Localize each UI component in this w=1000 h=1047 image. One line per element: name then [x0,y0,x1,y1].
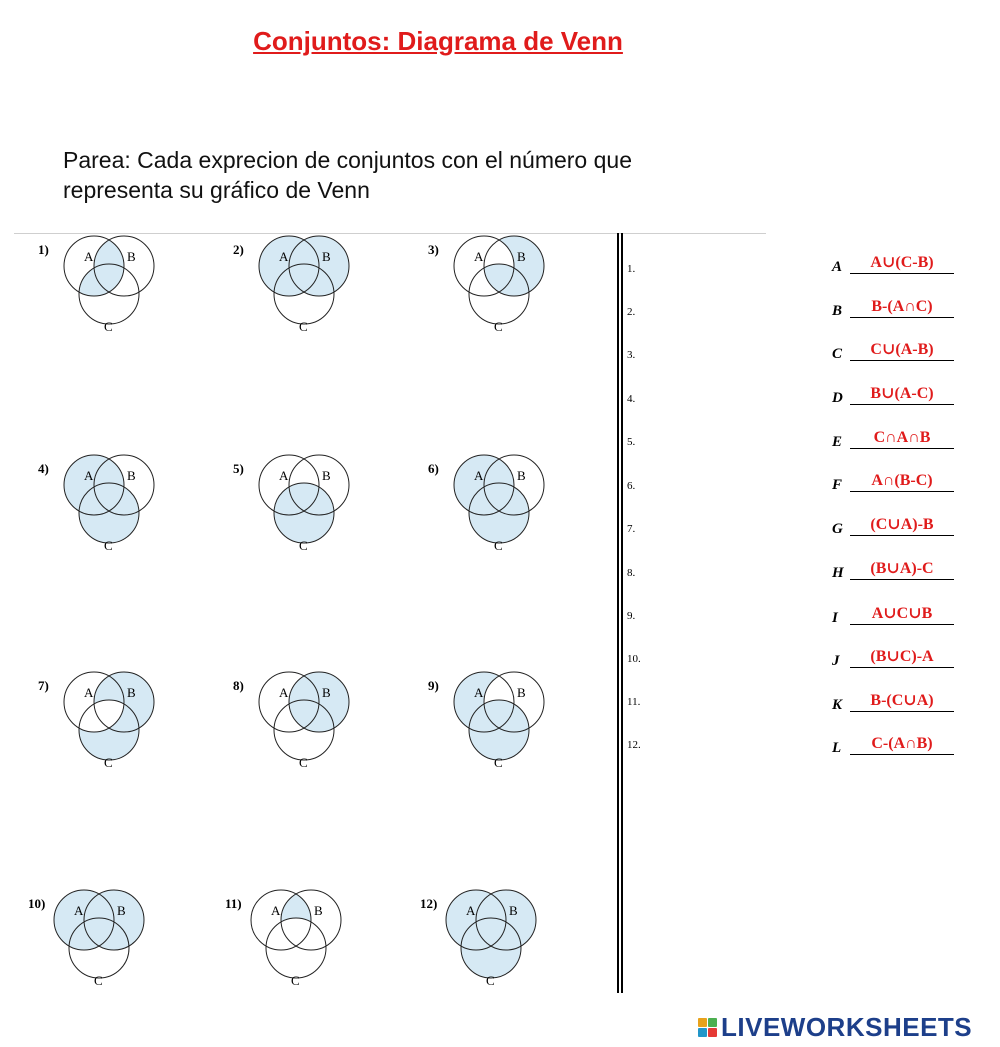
venn-shaded-region [418,224,578,364]
answer-input[interactable]: C∩A∩B [873,429,931,446]
match-number: 8. [627,567,636,579]
venn-set-label-a: A [474,249,484,264]
venn-svg [428,244,558,344]
venn-svg [225,898,355,998]
match-number: 9. [627,610,636,622]
answer-blank-line [850,491,954,492]
match-number: 3. [627,349,636,361]
venn-set-label-c: C [94,973,103,988]
instructions-line-2: representa su gráfico de Venn [63,177,370,203]
venn-set-label-b: B [322,249,331,264]
answer-row [832,381,972,407]
match-number: 7. [627,523,636,535]
answer-row [832,688,972,714]
match-number: 1. [627,263,636,275]
match-number: 6. [627,480,636,492]
venn-diagram [28,896,148,1006]
answer-letter: B [832,303,843,319]
venn-svg [233,244,363,344]
venn-set-label-b: B [322,685,331,700]
venn-set-label-c: C [299,538,308,553]
answer-letter: G [832,521,843,537]
answer-row [832,468,972,494]
answer-blank-line [850,360,954,361]
venn-diagram [225,896,345,1006]
answer-input[interactable]: (B∪A)-C [870,560,934,577]
answer-row [832,337,972,363]
venn-number-label: 6) [428,461,439,476]
venn-number-label: 7) [38,678,49,693]
answer-blank-line [850,535,954,536]
venn-set-label-c: C [291,973,300,988]
answer-input[interactable]: A∪(C-B) [870,254,934,271]
venn-set-label-b: B [127,685,136,700]
venn-set-label-c: C [104,538,113,553]
liveworksheets-logo [698,1012,972,1042]
venn-number-label: 11) [225,896,242,911]
venn-diagram [233,678,353,788]
venn-set-label-c: C [104,319,113,334]
answer-row [832,644,972,670]
answer-blank-line [850,273,954,274]
answer-letter: E [832,434,843,450]
venn-diagram [38,461,158,571]
answer-input[interactable]: B-(C∪A) [870,692,934,709]
venn-shaded-region [18,878,178,1018]
venn-shaded-region [223,660,383,800]
venn-set-label-a: A [466,903,476,918]
instructions-line-1: Parea: Cada exprecion de conjuntos con el número que [63,147,632,173]
venn-set-label-b: B [509,903,518,918]
answer-letter: F [832,477,843,493]
venn-set-label-a: A [84,249,94,264]
venn-set-label-c: C [494,538,503,553]
venn-set-label-a: A [474,468,484,483]
venn-set-label-a: A [279,249,289,264]
venn-svg [428,680,558,780]
match-number: 4. [627,393,636,405]
answer-letter: L [832,740,842,756]
answer-row [832,512,972,538]
venn-set-label-a: A [84,468,94,483]
column-divider-right [621,233,623,993]
venn-set-label-b: B [127,249,136,264]
venn-set-label-c: C [299,755,308,770]
venn-shaded-region [28,224,188,364]
venn-svg [420,898,550,998]
venn-shaded-region [223,443,383,583]
venn-shaded-region [215,878,375,1018]
answer-row [832,601,972,627]
answer-blank-line [850,754,954,755]
match-number: 11. [627,696,641,708]
venn-set-label-c: C [494,755,503,770]
answer-input[interactable]: C-(A∩B) [871,735,933,752]
venn-set-label-b: B [127,468,136,483]
venn-set-label-a: A [279,468,289,483]
venn-diagram [233,461,353,571]
column-divider-left [617,233,619,993]
logo-text: LIVEWORKSHEETS [721,1011,973,1042]
page-title: Conjuntos: Diagrama de Venn [253,26,623,56]
venn-set-label-b: B [517,685,526,700]
venn-set-label-c: C [494,319,503,334]
venn-number-label: 1) [38,242,49,257]
venn-number-label: 12) [420,896,438,911]
venn-diagram [428,461,548,571]
answer-letter: H [832,565,844,581]
venn-svg [233,680,363,780]
venn-number-label: 9) [428,678,439,693]
venn-set-label-b: B [117,903,126,918]
match-number: 10. [627,653,641,665]
answer-blank-line [850,317,954,318]
answer-letter: A [832,259,843,275]
answer-row [832,556,972,582]
answer-blank-line [850,624,954,625]
venn-shaded-region [223,224,383,364]
venn-svg [38,680,168,780]
venn-set-label-b: B [517,249,526,264]
venn-svg [28,898,158,998]
answer-row [832,294,972,320]
divider [14,233,766,234]
answer-input[interactable]: (B∪C)-A [870,648,934,665]
answer-input[interactable]: B-(A∩C) [871,298,933,315]
match-number: 5. [627,436,636,448]
instructions [63,145,763,205]
venn-set-label-a: A [474,685,484,700]
venn-number-label: 10) [28,896,46,911]
logo-badge-icon [698,1018,717,1037]
venn-set-label-a: A [271,903,281,918]
venn-number-label: 4) [38,461,49,476]
venn-set-label-a: A [279,685,289,700]
answer-letter: J [832,653,840,669]
match-number: 2. [627,306,636,318]
venn-set-label-a: A [84,685,94,700]
answer-blank-line [850,448,954,449]
answer-blank-line [850,404,954,405]
venn-diagram [38,242,158,352]
venn-number-label: 5) [233,461,244,476]
venn-diagram [420,896,540,1006]
answer-row [832,250,972,276]
venn-set-label-b: B [517,468,526,483]
answer-input[interactable]: C∪(A-B) [870,341,934,358]
answer-blank-line [850,711,954,712]
match-number: 12. [627,739,641,751]
venn-svg [38,463,168,563]
venn-svg [233,463,363,563]
answer-input[interactable]: (C∪A)-B [870,516,934,533]
venn-set-label-c: C [104,755,113,770]
venn-set-label-b: B [322,468,331,483]
venn-number-label: 8) [233,678,244,693]
venn-set-label-a: A [74,903,84,918]
answer-letter: K [832,697,843,713]
answer-letter: C [832,346,843,362]
venn-set-label-b: B [314,903,323,918]
answer-letter: I [832,610,838,626]
venn-diagram [428,678,548,788]
venn-number-label: 2) [233,242,244,257]
answer-input[interactable]: A∪C∪B [871,605,933,622]
venn-number-label: 3) [428,242,439,257]
answer-input[interactable]: B∪(A-C) [870,385,934,402]
venn-set-label-c: C [299,319,308,334]
venn-diagram [38,678,158,788]
answer-blank-line [850,579,954,580]
answer-row [832,425,972,451]
venn-svg [428,463,558,563]
answer-row [832,731,972,757]
answer-letter: D [832,390,843,406]
venn-svg [38,244,168,344]
venn-diagram [233,242,353,352]
venn-set-label-c: C [486,973,495,988]
venn-diagram [428,242,548,352]
answer-blank-line [850,667,954,668]
answer-input[interactable]: A∩(B-C) [871,472,933,489]
